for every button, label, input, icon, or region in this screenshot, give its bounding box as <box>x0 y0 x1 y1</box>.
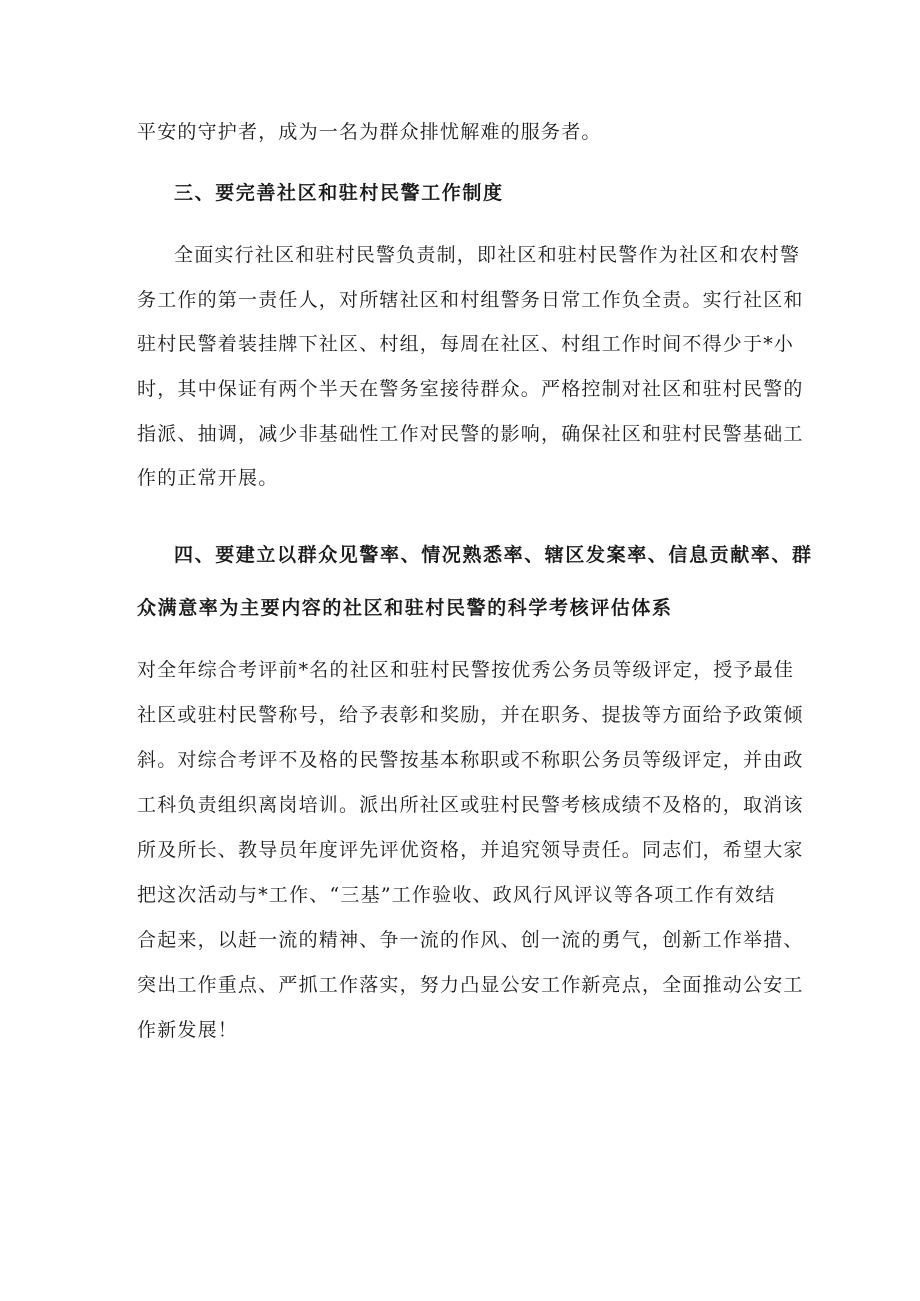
paragraph-line: 作新发展！ <box>137 1019 239 1041</box>
section-heading-4-line-1: 四、要建立以群众见警率、情况熟悉率、辖区发案率、信息贡献率、群 <box>174 544 813 566</box>
paragraph-line: 作的正常开展。 <box>137 467 279 489</box>
paragraph-line: 时，其中保证有两个半天在警务室接待群众。严格控制对社区和驻村民警的 <box>137 378 804 400</box>
paragraph-line: 务工作的第一责任人，对所辖社区和村组警务日常工作负全责。实行社区和 <box>137 289 804 311</box>
paragraph-line: 驻村民警着装挂牌下社区、村组，每周在社区、村组工作时间不得少于*小 <box>137 333 795 355</box>
section-heading-3: 三、要完善社区和驻村民警工作制度 <box>174 182 504 204</box>
paragraph-line: 突出工作重点、严抓工作落实，努力凸显公安工作新亮点，全面推动公安工 <box>137 974 804 996</box>
paragraph-line: 所及所长、教导员年度评先评优资格，并追究领导责任。同志们，希望大家 <box>137 839 804 861</box>
paragraph-line: 平安的守护者，成为一名为群众排忧解难的服务者。 <box>137 121 602 143</box>
section-heading-4-line-2: 众满意率为主要内容的社区和驻村民警的科学考核评估体系 <box>137 597 673 619</box>
paragraph-line: 对全年综合考评前*名的社区和驻村民警按优秀公务员等级评定，授予最佳 <box>137 659 795 681</box>
paragraph-line: 合起来，以赶一流的精神、争一流的作风、创一流的勇气，创新工作举措、 <box>137 929 804 951</box>
paragraph-line: 指派、抽调，减少非基础性工作对民警的影响，确保社区和驻村民警基础工 <box>137 423 804 445</box>
paragraph-line: 工科负责组织离岗培训。派出所社区或驻村民警考核成绩不及格的，取消该 <box>137 794 804 816</box>
paragraph-line: 全面实行社区和驻村民警负责制，即社区和驻村民警作为社区和农村警 <box>174 244 801 266</box>
paragraph-line: 把这次活动与*工作、“三基”工作验收、政风行风评议等各项工作有效结 <box>137 884 776 906</box>
paragraph-line: 社区或驻村民警称号，给予表彰和奖励，并在职务、提拔等方面给予政策倾 <box>137 704 804 726</box>
paragraph-line: 斜。对综合考评不及格的民警按基本称职或不称职公务员等级评定，并由政 <box>137 749 804 771</box>
